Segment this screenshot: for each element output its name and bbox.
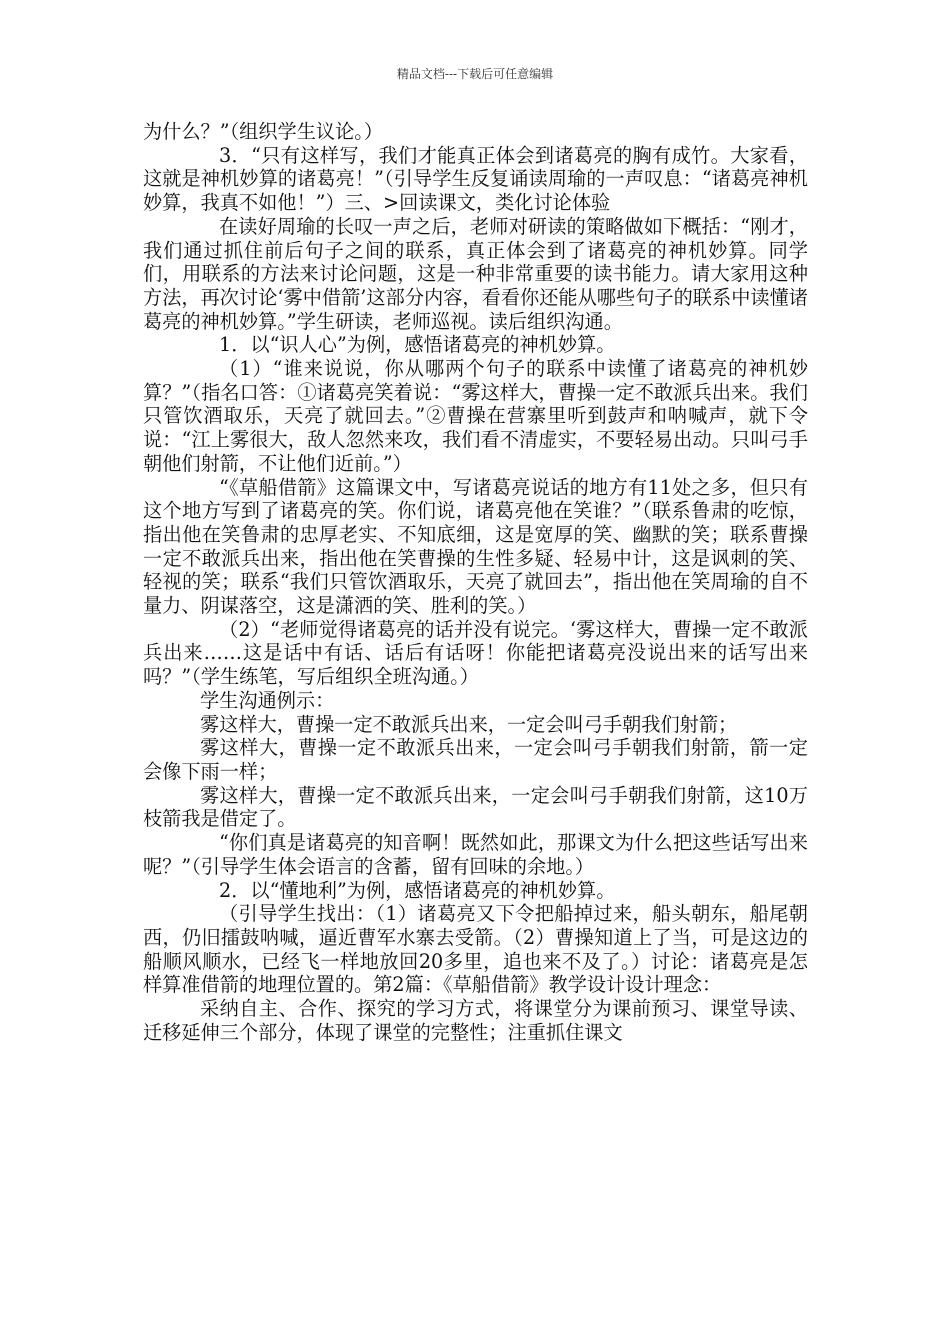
page-header: 精品文档---下载后可任意编辑 <box>396 67 554 81</box>
paragraph: （2）“老师觉得诸葛亮的话并没有说完。‘雾这样大，曹操一定不敢派兵出来……这是话中有话、话后有话呀！你能把诸葛亮没说出来的话写出来吗？”（学生练笔，写后组织全班沟通。） <box>143 617 808 689</box>
paragraph: “你们真是诸葛亮的知音啊！既然如此，那课文为什么把这些话写出来呢？”（引导学生体会语言的含蓄，留有回味的余地。） <box>143 831 808 878</box>
paragraph: 2．以“懂地利”为例，感悟诸葛亮的神机妙算。 <box>219 878 616 902</box>
paragraph: 3．“只有这样写，我们才能真正体会到诸葛亮的胸有成竹。大家看，这就是神机妙算的诸葛亮！”（引导学生反复诵读周瑜的一声叹息：“诸葛亮神机妙算，我真不如他！”）三、>回读课文，类化讨论体验 <box>143 143 808 215</box>
paragraph: “《草船借箭》这篇课文中，写诸葛亮说话的地方有11处之多，但只有这个地方写到了诸葛亮的笑。你们说，诸葛亮他在笑谁？”（联系鲁肃的吃惊，指出他在笑鲁肃的忠厚老实、不知底细，这是宽厚的笑、幽默的笑；联系曹操一定不敢派兵出来，指出他在笑曹操的生性多疑、轻易中计，这是讽刺的笑、轻视的笑；联系“我们只管饮酒取乐，天亮了就回去”，指出他在笑周瑜的自不量力、阴谋落空，这是潇洒的笑、胜利的笑。） <box>143 475 808 618</box>
paragraph: 雾这样大，曹操一定不敢派兵出来，一定会叫弓手朝我们射箭，这10万枝箭我是借定了。 <box>143 783 808 831</box>
paragraph: 为什么？”（组织学生议论。） <box>143 120 384 143</box>
paragraph: （引导学生找出：（1）诸葛亮又下令把船掉过来，船头朝东，船尾朝西，仍旧擂鼓呐喊，逼近曹军水寨去受箭。（2）曹操知道上了当，可是这边的船顺风顺水，已经飞一样地放回20多里，追也来不及了。）讨论：诸葛亮是怎样算准借箭的地理位置的。第2篇：《草船借箭》教学设计设计理念： <box>143 902 808 997</box>
paragraph: 在读好周瑜的长叹一声之后，老师对研读的策略做如下概括：“刚才，我们通过抓住前后句子之间的联系，真正体会到了诸葛亮的神机妙算。同学们，用联系的方法来讨论问题，这是一种非常重要的读书能力。请大家用这种方法，再次讨论‘雾中借箭’这部分内容，看看你还能从哪些句子的联系中读懂诸葛亮的神机妙算。”学生研读，老师巡视。读后组织沟通。 <box>143 214 808 333</box>
document-body <box>143 120 808 1044</box>
paragraph: 学生沟通例示： <box>200 688 335 712</box>
paragraph: 雾这样大，曹操一定不敢派兵出来，一定会叫弓手朝我们射箭； <box>200 712 738 736</box>
paragraph: 1．以“识人心”为例，感悟诸葛亮的神机妙算。 <box>219 333 616 357</box>
paragraph: 采纳自主、合作、探究的学习方式，将课堂分为课前预习、课堂导读、迁移延伸三个部分，体现了课堂的完整性；注重抓住课文 <box>143 997 808 1044</box>
paragraph: （1）“谁来说说，你从哪两个句子的联系中读懂了诸葛亮的神机妙算？”（指名口答：①诸葛亮笑着说：“雾这样大，曹操一定不敢派兵出来。我们只管饮酒取乐，天亮了就回去。”②曹操在营寨里听到鼓声和呐喊声，就下令说：“江上雾很大，敌人忽然来攻，我们看不清虚实，不要轻易出动。只叫弓手朝他们射箭，不让他们近前。”） <box>143 357 808 475</box>
paragraph: 雾这样大，曹操一定不敢派兵出来，一定会叫弓手朝我们射箭，箭一定会像下雨一样； <box>143 736 808 783</box>
